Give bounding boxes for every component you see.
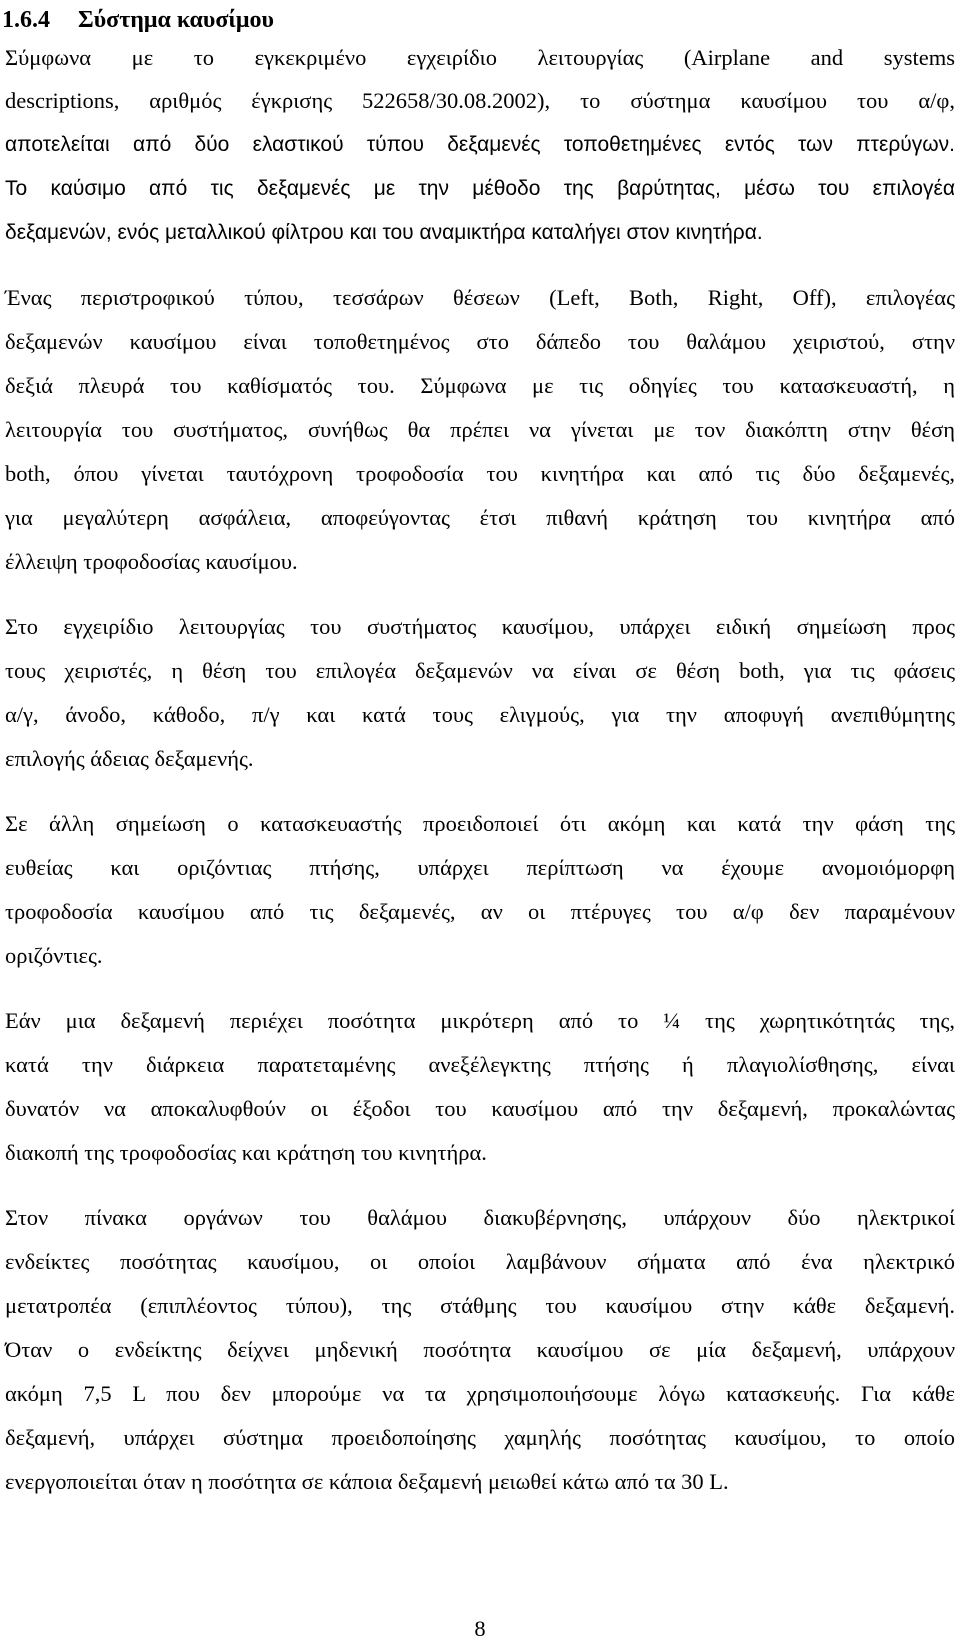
- paragraph-2-line-2: δεξαμενών καυσίμου είναι τοποθετημένος στο δάπεδο του θαλάμου χειριστού, στην: [5, 329, 955, 354]
- paragraph-1-line-1: Σύμφωνα με το εγκεκριμένο εγχειρίδιο λειτουργίας (Airplane and systems: [5, 45, 955, 70]
- paragraph-6-line-1: Στον πίνακα οργάνων του θαλάμου διακυβέρνησης, υπάρχουν δύο ηλεκτρικοί: [5, 1205, 955, 1230]
- paragraph-5-line-1: Εάν μια δεξαμενή περιέχει ποσότητα μικρότερη από το ¼ της χωρητικότητάς της,: [5, 1008, 955, 1033]
- paragraph-3-line-4: επιλογής άδειας δεξαμενής.: [5, 746, 254, 771]
- paragraph-2-line-6: για μεγαλύτερη ασφάλεια, αποφεύγοντας έτσι πιθανή κράτηση του κινητήρα από: [5, 505, 955, 530]
- paragraph-6-line-5: ακόμη 7,5 L που δεν μπορούμε να τα χρησιμοποιήσουμε λόγω κατασκευής. Για κάθε: [5, 1381, 955, 1406]
- paragraph-4-line-4: οριζόντιες.: [5, 943, 103, 968]
- paragraph-4-line-3: τροφοδοσία καυσίμου από τις δεξαμενές, αν οι πτέρυγες του α/φ δεν παραμένουν: [5, 899, 955, 924]
- paragraph-2-line-5: both, όπου γίνεται ταυτόχρονη τροφοδοσία του κινητήρα και από τις δύο δεξαμενές,: [5, 461, 955, 486]
- paragraph-2-line-4: λειτουργία του συστήματος, συνήθως θα πρέπει να γίνεται με τον διακόπτη στην θέση: [5, 417, 955, 442]
- paragraph-6-line-4: Όταν ο ενδείκτης δείχνει μηδενική ποσότητα καυσίμου σε μία δεξαμενή, υπάρχουν: [5, 1337, 955, 1362]
- section-heading: [2, 2, 274, 38]
- paragraph-6-line-7: ενεργοποιείται όταν η ποσότητα σε κάποια δεξαμενή μειωθεί κάτω από τα 30 L.: [5, 1469, 729, 1494]
- paragraph-4-line-2: ευθείας και οριζόντιας πτήσης, υπάρχει περίπτωση να έχουμε ανομοιόμορφη: [5, 855, 955, 880]
- paragraph-4-line-1: Σε άλλη σημείωση ο κατασκευαστής προειδοποιεί ότι ακόμη και κατά την φάση της: [5, 811, 955, 836]
- paragraph-5-line-4: διακοπή της τροφοδοσίας και κράτηση του κινητήρα.: [5, 1140, 487, 1165]
- paragraph-6-line-2: ενδείκτες ποσότητας καυσίμου, οι οποίοι λαμβάνουν σήματα από ένα ηλεκτρικό: [5, 1249, 955, 1274]
- paragraph-3-line-1: Στο εγχειρίδιο λειτουργίας του συστήματος καυσίμου, υπάρχει ειδική σημείωση προς: [5, 614, 955, 639]
- paragraph-1-line-3: αποτελείται από δύο ελαστικού τύπου δεξαμενές τοποθετημένες εντός των πτερύγων.: [5, 133, 955, 156]
- paragraph-6-line-3: μετατροπέα (επιπλέοντος τύπου), της στάθμης του καυσίμου στην κάθε δεξαμενή.: [5, 1293, 955, 1318]
- paragraph-6-line-6: δεξαμενή, υπάρχει σύστημα προειδοποίησης χαμηλής ποσότητας καυσίμου, το οποίο: [5, 1425, 955, 1450]
- paragraph-2-line-7: έλλειψη τροφοδοσίας καυσίμου.: [5, 549, 298, 574]
- paragraph-1-line-5: δεξαμενών, ενός μεταλλικού φίλτρου και του αναμικτήρα καταλήγει στον κινητήρα.: [5, 221, 763, 244]
- paragraph-1-line-4: Το καύσιμο από τις δεξαμενές με την μέθοδο της βαρύτητας, μέσω του επιλογέα: [5, 177, 955, 200]
- paragraph-2-line-3: δεξιά πλευρά του καθίσματός του. Σύμφωνα με τις οδηγίες του κατασκευαστή, η: [5, 373, 955, 398]
- page-number: 8: [474, 1616, 486, 1641]
- paragraph-2-line-1: Ένας περιστροφικού τύπου, τεσσάρων θέσεων (Left, Both, Right, Off), επιλογέας: [5, 285, 955, 310]
- paragraph-3-line-3: α/γ, άνοδο, κάθοδο, π/γ και κατά τους ελιγμούς, για την αποφυγή ανεπιθύμητης: [5, 702, 955, 727]
- section-number: 1.6.4: [2, 7, 50, 33]
- paragraph-3-line-2: τους χειριστές, η θέση του επιλογέα δεξαμενών να είναι σε θέση both, για τις φάσεις: [5, 658, 955, 683]
- section-title: Σύστημα καυσίμου: [78, 7, 274, 33]
- paragraph-5-line-2: κατά την διάρκεια παρατεταμένης ανεξέλεγκτης πτήσης ή πλαγιολίσθησης, είναι: [5, 1052, 955, 1077]
- paragraph-5-line-3: δυνατόν να αποκαλυφθούν οι έξοδοι του καυσίμου από την δεξαμενή, προκαλώντας: [5, 1096, 955, 1121]
- paragraph-1-line-2: descriptions, αριθμός έγκρισης 522658/30.08.2002), το σύστημα καυσίμου του α/φ,: [5, 88, 955, 113]
